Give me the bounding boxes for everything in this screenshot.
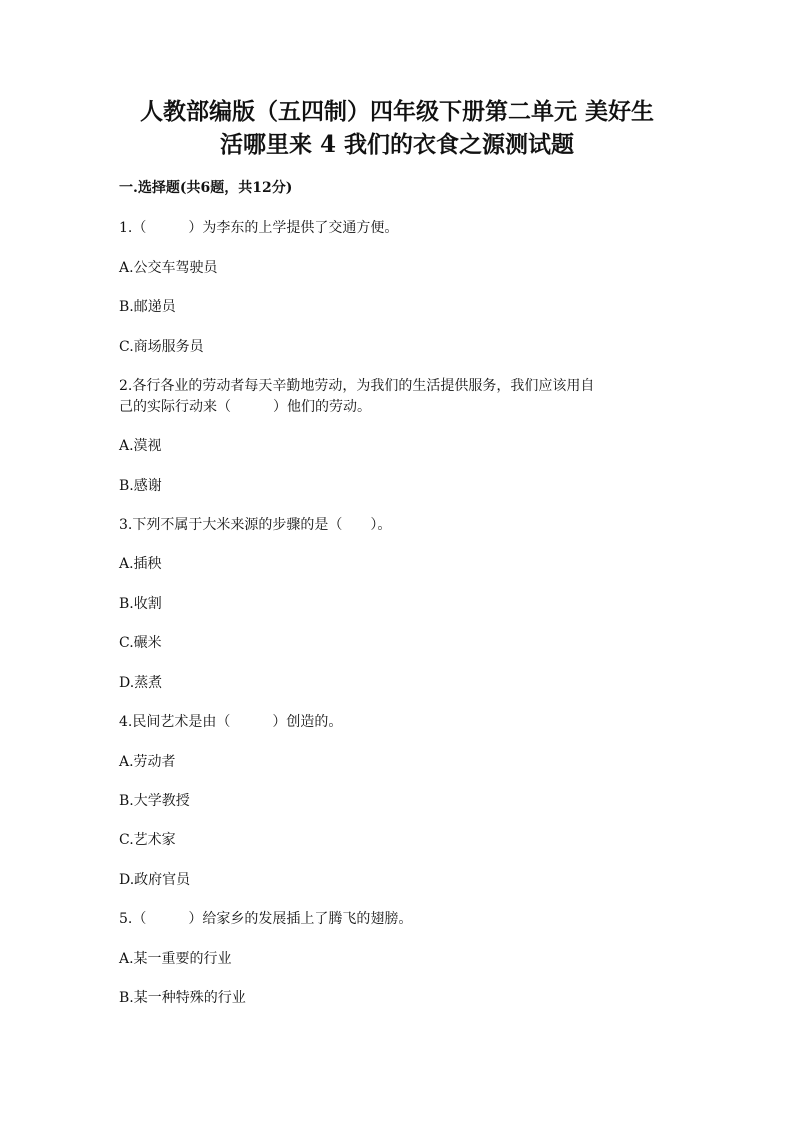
question-5-option-a: A.某一重要的行业 bbox=[119, 951, 232, 967]
question-4-option-d: D.政府官员 bbox=[119, 872, 191, 888]
question-4-stem: 4.民间艺术是由（ ）创造的。 bbox=[119, 714, 343, 730]
question-2-option-a: A.漠视 bbox=[119, 438, 162, 454]
question-1-option-c: C.商场服务员 bbox=[119, 339, 204, 355]
question-2-stem-line-2: 己的实际行动来（ ）他们的劳动。 bbox=[119, 399, 371, 415]
question-5-stem: 5.（ ）给家乡的发展插上了腾飞的翅膀。 bbox=[119, 911, 413, 927]
question-3-option-b: B.收割 bbox=[119, 596, 162, 612]
question-1-stem: 1.（ ）为李东的上学提供了交通方便。 bbox=[119, 220, 399, 236]
question-5-option-b: B.某一种特殊的行业 bbox=[119, 990, 246, 1006]
question-1-option-b: B.邮递员 bbox=[119, 299, 176, 315]
question-4-option-c: C.艺术家 bbox=[119, 832, 176, 848]
question-4-option-b: B.大学教授 bbox=[119, 793, 190, 809]
question-3-stem: 3.下列不属于大米来源的步骤的是（ ）。 bbox=[119, 517, 392, 533]
document-title-line-2: 活哪里来 4 我们的衣食之源测试题 bbox=[219, 131, 575, 158]
question-2-stem-line-1: 2.各行各业的劳动者每天辛勤地劳动，为我们的生活提供服务，我们应该用自 bbox=[119, 378, 595, 394]
question-3-option-a: A.插秧 bbox=[119, 556, 162, 572]
section-heading: 一.选择题(共6题，共12分) bbox=[119, 180, 293, 196]
question-3-option-d: D.蒸煮 bbox=[119, 675, 163, 691]
document-title-line-1: 人教部编版（五四制）四年级下册第二单元 美好生 bbox=[139, 98, 654, 125]
question-4-option-a: A.劳动者 bbox=[119, 754, 176, 770]
question-3-option-c: C.碾米 bbox=[119, 635, 162, 651]
question-2-option-b: B.感谢 bbox=[119, 478, 162, 494]
question-1-option-a: A.公交车驾驶员 bbox=[119, 260, 218, 276]
